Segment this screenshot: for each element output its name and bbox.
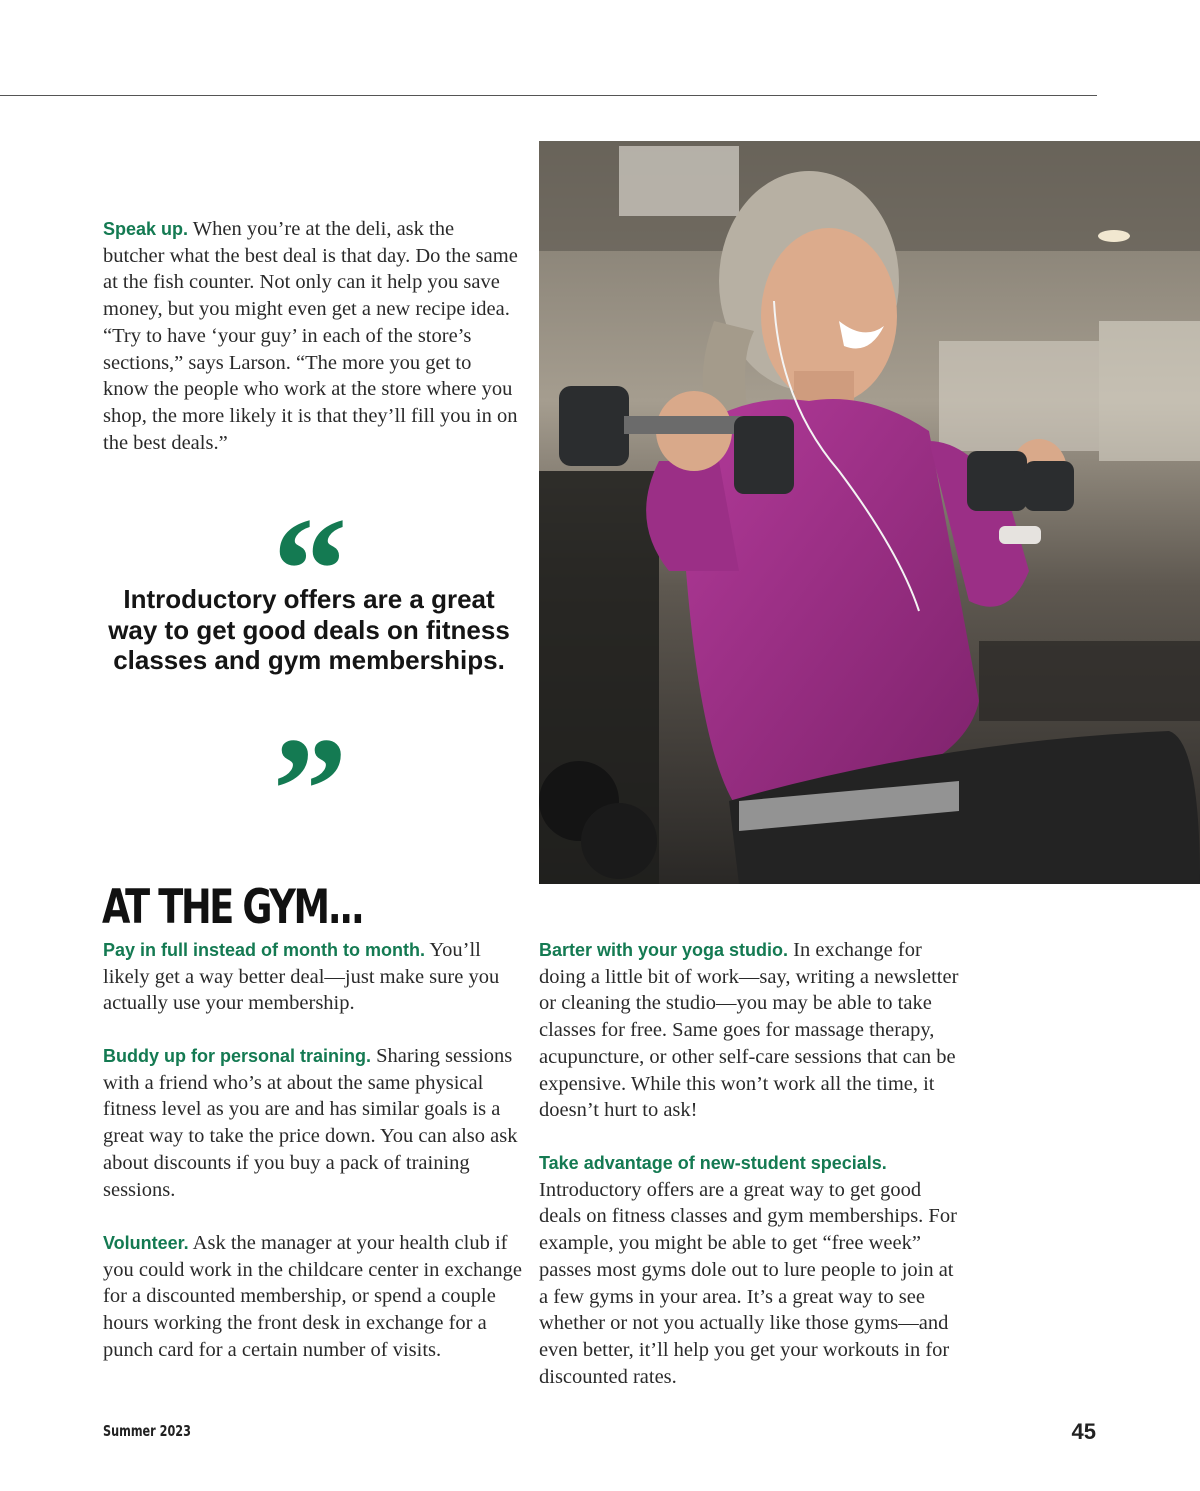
tip-buddy-lead: Buddy up for personal training. xyxy=(103,1046,372,1066)
open-quote-icon: “ xyxy=(272,487,348,653)
tip-new-student-specials xyxy=(539,1150,959,1390)
tip-pay-text: You’ll likely get a way better deal—just make sure you actually use your membership. xyxy=(103,939,500,1015)
tip-pay-lead: Pay in full instead of month to month. xyxy=(103,940,425,960)
close-quote-icon: ” xyxy=(272,707,348,873)
tip-barter-lead: Barter with your yoga studio. xyxy=(539,940,789,960)
pull-quote: Introductory offers are a great way to get good deals on fitness classes and gym memberships. xyxy=(108,584,510,675)
tip-buddy-up xyxy=(103,1043,523,1203)
woman-lifting-dumbbells-photo xyxy=(539,141,1200,884)
tip-barter xyxy=(539,937,959,1124)
speak-up-lead: Speak up. xyxy=(103,219,189,239)
speak-up-paragraph xyxy=(103,216,518,456)
tip-specials-lead: Take advantage of new-student specials. xyxy=(539,1153,887,1173)
tip-pay-in-full xyxy=(103,937,523,1017)
tip-buddy-text: Sharing sessions with a friend who’s at about the same physical fitness level as you are and has similar goals is a great way to take the price down. You can also ask about discounts if you buy a pack of training sessions. xyxy=(103,1045,518,1201)
page-number: 45 xyxy=(1071,1419,1096,1444)
tip-volunteer-lead: Volunteer. xyxy=(103,1233,189,1253)
tip-specials-text: Introductory offers are a great way to get good deals on fitness classes and gym memberships. For example, you might be able to get “free week” passes most gyms dole out to lure people to join at a few gyms in your area. It’s a great way to see whether or not you actually like those gyms—and even better, it’ll help you get your workouts in for discounted rates. xyxy=(539,1178,957,1388)
tip-barter-text: In exchange for doing a little bit of work—say, writing a newsletter or cleaning the studio—you may be able to take classes for free. Same goes for massage therapy, acupuncture, or other self-care sessions that can be expensive. While this won’t work all the time, it doesn’t hurt to ask! xyxy=(539,939,959,1122)
speak-up-text: When you’re at the deli, ask the butcher what the best deal is that day. Do the same at the fish counter. Not only can it help you save money, but you might even get a new recipe idea. “Try to have ‘your guy’ in each of the store’s sections,” says Larson. “The more you get to know the people who work at the store where you shop, the more likely it is that they’ll fill you in on the best deals.” xyxy=(103,218,518,454)
tip-volunteer xyxy=(103,1230,523,1364)
section-heading: AT THE GYM... xyxy=(102,880,363,935)
top-rule xyxy=(0,95,1097,96)
tip-volunteer-text: Ask the manager at your health club if you could work in the childcare center in exchange for a discounted membership, or spend a couple hours working the front desk in exchange for a punch card for a certain number of visits. xyxy=(103,1232,522,1361)
issue-label: Summer 2023 xyxy=(103,1422,191,1440)
